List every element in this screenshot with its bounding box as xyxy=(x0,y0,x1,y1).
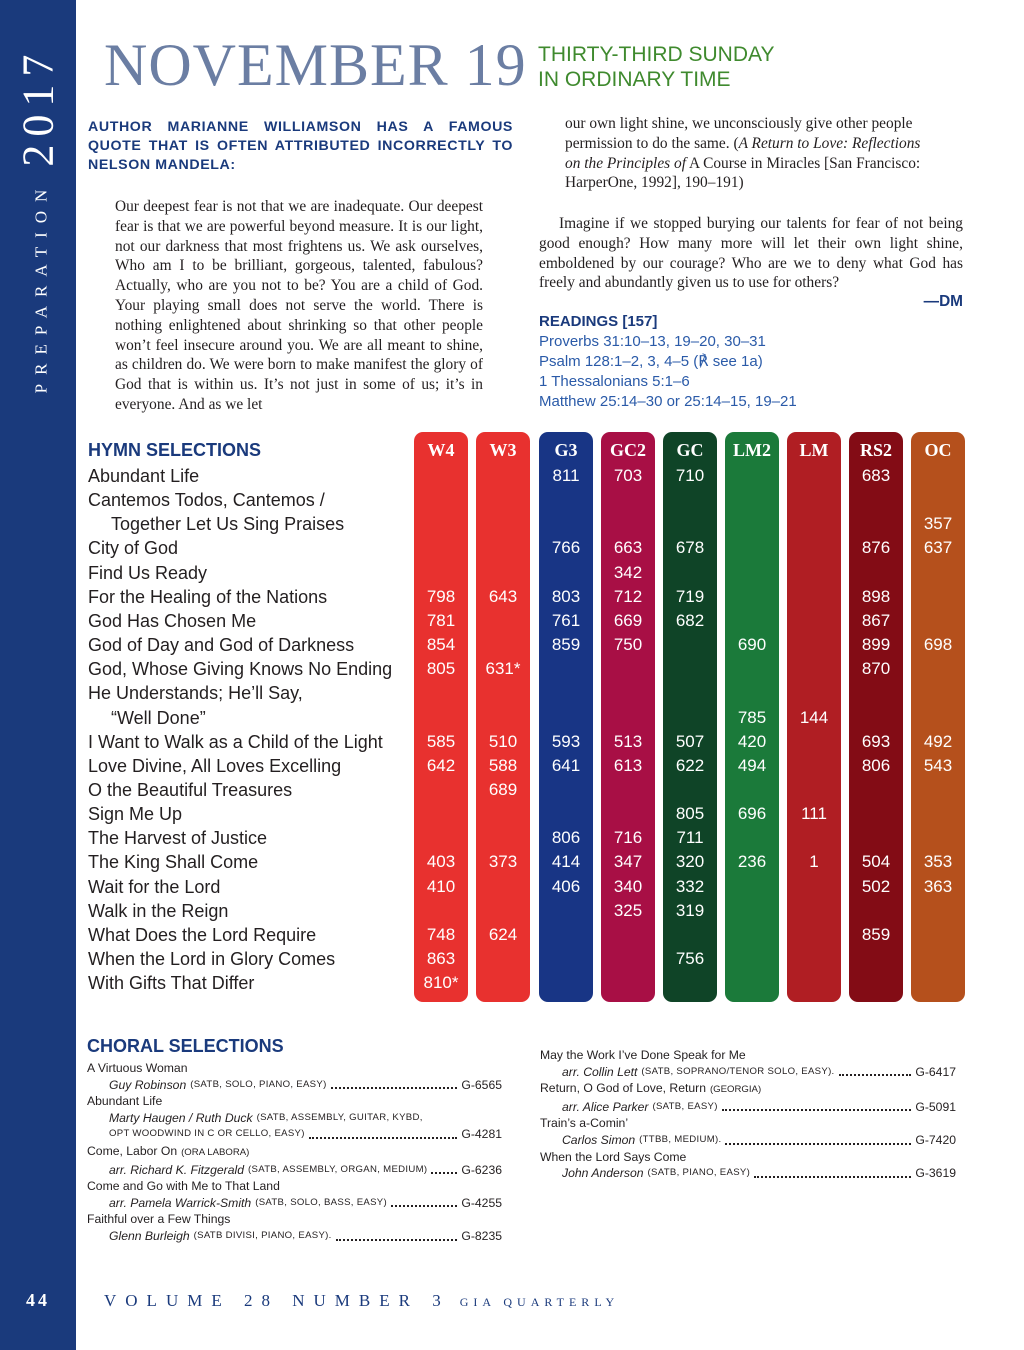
hymn-selections-heading: HYMN SELECTIONS xyxy=(88,440,262,460)
hymn-number: 898 xyxy=(861,586,891,606)
choral-voicing: (SATB, EASY) xyxy=(652,1100,718,1112)
choral-voicing: (TTBB, MEDIUM). xyxy=(639,1133,722,1145)
choral-voicing: (SATB DIVISI, PIANO, EASY). xyxy=(193,1229,332,1241)
hymn-number: 543 xyxy=(923,755,953,775)
hymn-number: 631* xyxy=(485,659,521,679)
choral-title-text: Faithful over a Few Things xyxy=(87,1212,231,1227)
dot-leader xyxy=(839,1064,912,1077)
choral-voicing: (SATB, SOPRANO/TENOR SOLO, EASY). xyxy=(641,1065,835,1077)
hymn-number: 353 xyxy=(923,852,953,872)
readings-block xyxy=(539,312,797,412)
hymn-number: 325 xyxy=(613,900,643,920)
quote-text: Our deepest fear is not that we are inadequate. Our deepest fear is that we are powerful beyond measure. It is our light, not our darkness that most frightens us. We ask ourselves, Who am I to be brilliant, gorgeous, talented, fabulous? Actually, who are you not to be? You are a child of God. Your playing small does not serve the world. There is nothing enlightened about shrinking so that other people won’t feel insecure around you. We are all meant to shine, as children do. We were born to make manifest the glory of God that is within us. It’s not just in some of us; it’s in everyone. And as we let xyxy=(115,198,483,413)
dot-leader xyxy=(309,1126,458,1139)
hymn-number: 410 xyxy=(426,876,456,896)
citation-title: A Return to Love: Reflections on the Principles of xyxy=(565,134,921,172)
choral-credit xyxy=(540,1132,956,1149)
hymn-number: 585 xyxy=(426,731,456,751)
hymn-number: 641 xyxy=(551,755,581,775)
hymn-number: 750 xyxy=(613,635,643,655)
dot-leader xyxy=(725,1132,911,1145)
hymn-number: 637 xyxy=(923,538,953,558)
hymn-number: 867 xyxy=(861,610,891,630)
hymn-number: 414 xyxy=(551,852,581,872)
hymn-number: 781 xyxy=(426,610,456,630)
hymn-title: Sign Me Up xyxy=(88,804,183,825)
dot-leader xyxy=(391,1195,457,1208)
hymn-number: 810* xyxy=(423,973,459,993)
choral-arranger: Marty Haugen / Ruth Duck xyxy=(109,1110,253,1125)
hymn-title: He Understands; He’ll Say, xyxy=(88,683,303,704)
dot-leader xyxy=(722,1099,912,1112)
choral-credit xyxy=(87,1162,502,1179)
citation-open: ( xyxy=(733,134,739,152)
choral-title xyxy=(87,1211,502,1228)
choral-code: G-6417 xyxy=(915,1064,956,1079)
hymn-number: 803 xyxy=(551,586,581,606)
page-title: NOVEMBER 19 xyxy=(104,32,527,98)
choral-title-text: Train’s a-Comin’ xyxy=(540,1116,629,1131)
hymn-number: 805 xyxy=(426,659,456,679)
choral-code: G-5091 xyxy=(915,1099,956,1114)
choral-title xyxy=(87,1093,502,1110)
footer-volume: VOLUME 28 NUMBER 3 xyxy=(104,1291,450,1310)
choral-title xyxy=(87,1143,502,1162)
hymn-title: City of God xyxy=(88,538,179,559)
hymn-number: 785 xyxy=(737,707,767,727)
hymn-number: 332 xyxy=(675,876,705,896)
choral-title xyxy=(540,1149,956,1166)
hymn-number: 347 xyxy=(613,852,643,872)
choral-selections-heading: CHORAL SELECTIONS xyxy=(87,1036,284,1056)
hymn-title: God Has Chosen Me xyxy=(88,610,257,631)
dot-leader xyxy=(754,1165,911,1178)
dot-leader xyxy=(336,1228,458,1241)
footer-publication: GIA QUARTERLY xyxy=(459,1295,620,1309)
quote-continuation-text: our own light shine, we unconsciously give other people permission to do the same. xyxy=(565,115,913,152)
choral-list-left xyxy=(87,1060,502,1245)
hymn-number: 502 xyxy=(861,876,891,896)
hymn-number: 319 xyxy=(675,900,705,920)
column-header-oc: OC xyxy=(924,440,952,460)
hymn-number: 712 xyxy=(613,586,643,606)
hymn-title: The King Shall Come xyxy=(88,852,259,873)
column-header-rs2: RS2 xyxy=(859,440,892,460)
hymn-title: Cantemos Todos, Cantemos / xyxy=(88,490,325,511)
choral-title xyxy=(87,1060,502,1077)
hymn-number: 870 xyxy=(861,659,891,679)
hymn-number: 507 xyxy=(675,731,705,751)
hymn-title: For the Healing of the Nations xyxy=(88,586,328,607)
choral-voicing-continued: OPT WOODWIND IN C OR CELLO, EASY) xyxy=(109,1128,305,1140)
hymn-number: 510 xyxy=(488,731,518,751)
hymn-title: The Harvest of Justice xyxy=(88,828,268,849)
choral-title-text: Come and Go with Me to That Land xyxy=(87,1179,280,1194)
hymn-number: 811 xyxy=(552,466,580,485)
hymn-number: 859 xyxy=(551,635,581,655)
hymn-number: 805 xyxy=(675,804,705,824)
hymn-title: Love Divine, All Loves Excelling xyxy=(88,755,342,776)
choral-voicing: (SATB, SOLO, BASS, EASY) xyxy=(255,1196,387,1208)
hymn-title: Wait for the Lord xyxy=(88,876,221,897)
reading-item: Matthew 25:14–30 or 25:14–15, 19–21 xyxy=(539,393,797,410)
hymn-number: 373 xyxy=(488,852,518,872)
author-signature: —DM xyxy=(923,293,963,310)
column-bar-g3 xyxy=(539,432,593,1002)
hymn-title: What Does the Lord Require xyxy=(88,924,317,945)
choral-title-text: When the Lord Says Come xyxy=(540,1149,687,1164)
hymn-title: O the Beautiful Treasures xyxy=(88,779,293,800)
column-header-w4: W4 xyxy=(427,440,455,460)
choral-arranger: arr. Richard K. Fitzgerald xyxy=(109,1162,245,1177)
choral-code: G-4281 xyxy=(461,1127,502,1142)
reading-item: Psalm 128:1–2, 3, 4–5 (℟ see 1a) xyxy=(539,353,763,370)
hymn-number: 593 xyxy=(551,731,581,751)
hymn-number: 863 xyxy=(426,949,456,968)
choral-credit xyxy=(540,1064,956,1081)
hymn-number: 494 xyxy=(737,755,767,775)
hymn-number: 806 xyxy=(861,755,891,775)
reading-item: 1 Thessalonians 5:1–6 xyxy=(539,373,690,390)
choral-arranger: arr. Pamela Warrick-Smith xyxy=(109,1195,252,1210)
hymn-number: 806 xyxy=(551,828,581,848)
hymn-number: 513 xyxy=(613,731,643,751)
hymn-number: 689 xyxy=(488,779,518,799)
hymn-number: 798 xyxy=(426,586,456,606)
hymn-number: 716 xyxy=(613,828,643,848)
hymn-number: 761 xyxy=(551,610,581,630)
hymn-number: 144 xyxy=(799,707,829,727)
hymn-number: 899 xyxy=(861,635,891,655)
reading-item: Proverbs 31:10–13, 19–20, 30–31 xyxy=(539,333,766,350)
choral-arranger: Carlos Simon xyxy=(562,1132,636,1147)
hymn-number: 663 xyxy=(613,538,643,558)
hymn-number: 403 xyxy=(426,852,456,872)
hymn-number: 340 xyxy=(613,876,643,896)
sidebar-section-label xyxy=(13,47,64,394)
choral-title-text: Abundant Life xyxy=(87,1094,163,1109)
hymn-title: Find Us Ready xyxy=(88,562,208,583)
section-year: 2017 xyxy=(13,46,63,167)
quote-continuation xyxy=(539,114,937,193)
hymn-number: 492 xyxy=(923,731,953,751)
hymn-number: 643 xyxy=(488,586,518,606)
choral-list-right xyxy=(540,1047,956,1182)
choral-arranger: Glenn Burleigh xyxy=(109,1228,190,1243)
choral-voicing: (SATB, PIANO, EASY) xyxy=(647,1167,751,1179)
liturgical-day xyxy=(538,42,774,92)
choral-credit xyxy=(540,1099,956,1116)
hymn-number: 406 xyxy=(551,876,581,896)
hymn-number: 320 xyxy=(675,852,705,872)
hymn-title: Abundant Life xyxy=(88,466,200,486)
choral-voicing: (SATB, SOLO, PIANO, EASY) xyxy=(190,1078,327,1090)
choral-arranger: Guy Robinson xyxy=(109,1077,187,1092)
choral-credit xyxy=(87,1195,502,1212)
choral-voicing: (SATB, ASSEMBLY, GUITAR, KYBD, xyxy=(256,1111,423,1123)
choral-title xyxy=(540,1047,956,1064)
hymn-number: 613 xyxy=(613,755,643,775)
choral-voicing: (SATB, ASSEMBLY, ORGAN, MEDIUM) xyxy=(248,1163,428,1175)
choral-title-text: May the Work I’ve Done Speak for Me xyxy=(540,1048,746,1062)
reflection-text: Imagine if we stopped burying our talents for fear of not being good enough? How many more will let their own light shine, emboldened by our courage? Who are we to deny what God has freely and abundantly given us to use for others? xyxy=(539,215,963,292)
column-bar-rs2 xyxy=(849,432,903,1002)
sidebar xyxy=(0,0,76,1350)
hymn-number: 683 xyxy=(861,466,891,485)
hymn-number: 854 xyxy=(426,635,456,655)
column-header-lm: LM xyxy=(799,440,829,460)
column-bar-w4 xyxy=(414,432,468,1002)
column-header-g3: G3 xyxy=(554,440,578,460)
hymn-number: 756 xyxy=(675,949,705,968)
choral-credit xyxy=(540,1165,956,1182)
dot-leader xyxy=(331,1077,458,1090)
choral-title-note: (ORA LABORA) xyxy=(181,1146,250,1158)
choral-title-text: Return, O God of Love, Return xyxy=(540,1081,706,1096)
hymn-number: 622 xyxy=(675,755,705,775)
choral-title xyxy=(540,1115,956,1132)
choral-title-text: Come, Labor On xyxy=(87,1143,178,1158)
hymn-number: 236 xyxy=(737,852,767,872)
hymn-number: 703 xyxy=(613,466,643,485)
hymn-number: 342 xyxy=(613,562,643,582)
choral-code: G-7420 xyxy=(915,1132,956,1147)
column-bar-w3 xyxy=(476,432,530,1002)
liturgical-day-line1: THIRTY-THIRD SUNDAY xyxy=(538,43,775,66)
footer xyxy=(104,1291,619,1311)
citation-rest: A Course in Miracles [San Francisco: HarperOne, 1992], 190–191) xyxy=(565,154,921,192)
hymn-number: 420 xyxy=(737,731,767,751)
hymn-number: 876 xyxy=(861,538,891,558)
hymn-number: 710 xyxy=(675,466,705,485)
choral-code: G-3619 xyxy=(915,1166,956,1181)
section-name: PREPARATION xyxy=(31,180,51,394)
hymn-number: 669 xyxy=(613,610,643,630)
choral-code: G-4255 xyxy=(461,1195,502,1210)
hymn-number: 642 xyxy=(426,755,456,775)
hymn-number: 696 xyxy=(737,804,767,824)
dot-leader xyxy=(431,1162,457,1175)
liturgical-day-line2: IN ORDINARY TIME xyxy=(538,68,731,91)
hymn-number: 1 xyxy=(809,852,819,872)
column-header-gc: GC xyxy=(676,440,704,460)
hymn-title: Together Let Us Sing Praises xyxy=(111,514,345,535)
hymn-title: I Want to Walk as a Child of the Light xyxy=(88,731,383,752)
hymn-number: 678 xyxy=(675,538,705,558)
hymn-number: 363 xyxy=(923,876,953,896)
choral-title xyxy=(87,1178,502,1195)
hymn-number: 504 xyxy=(861,852,891,872)
hymn-number: 719 xyxy=(675,586,705,606)
hymn-title: God of Day and God of Darkness xyxy=(88,635,355,656)
hymn-title: With Gifts That Differ xyxy=(88,973,255,994)
hymn-number: 766 xyxy=(551,538,581,558)
hymn-number: 711 xyxy=(676,828,704,848)
intro-heading: AUTHOR MARIANNE WILLIAMSON HAS A FAMOUS QUOTE THAT IS OFTEN ATTRIBUTED INCORRECTLY TO NELSON MANDELA: xyxy=(88,119,513,173)
choral-title-text: A Virtuous Woman xyxy=(87,1061,188,1075)
column-header-w3: W3 xyxy=(489,440,517,460)
column-header-lm2: LM2 xyxy=(733,440,771,460)
hymn-number: 624 xyxy=(488,924,518,944)
choral-arranger: John Anderson xyxy=(562,1166,644,1181)
choral-code: G-8235 xyxy=(461,1228,502,1243)
hymn-number: 357 xyxy=(923,514,953,534)
hymn-number: 748 xyxy=(426,924,456,944)
choral-title-note: (GEORGIA) xyxy=(709,1084,762,1096)
choral-code: G-6565 xyxy=(461,1077,502,1092)
hymn-title: Walk in the Reign xyxy=(88,900,229,921)
choral-credit xyxy=(87,1110,502,1127)
hymn-title: God, Whose Giving Knows No Ending xyxy=(88,659,393,680)
hymn-number: 588 xyxy=(488,755,518,775)
hymn-number: 682 xyxy=(675,610,705,630)
hymn-number: 111 xyxy=(801,804,827,824)
choral-arranger: arr. Collin Lett xyxy=(562,1064,638,1079)
hymn-number: 693 xyxy=(861,731,891,751)
hymn-title: When the Lord in Glory Comes xyxy=(88,949,336,969)
choral-credit-continued xyxy=(87,1126,502,1143)
hymn-number: 690 xyxy=(737,635,767,655)
choral-credit xyxy=(87,1228,502,1245)
hymn-title: “Well Done” xyxy=(111,707,206,728)
choral-arranger: arr. Alice Parker xyxy=(562,1099,649,1114)
choral-credit xyxy=(87,1077,502,1094)
hymn-number: 698 xyxy=(923,635,953,655)
column-header-gc2: GC2 xyxy=(610,440,646,460)
page-number: 44 xyxy=(26,1290,50,1310)
readings-heading: READINGS [157] xyxy=(539,313,658,330)
choral-code: G-6236 xyxy=(461,1162,502,1177)
choral-title xyxy=(540,1080,956,1099)
hymn-number: 859 xyxy=(861,924,891,944)
